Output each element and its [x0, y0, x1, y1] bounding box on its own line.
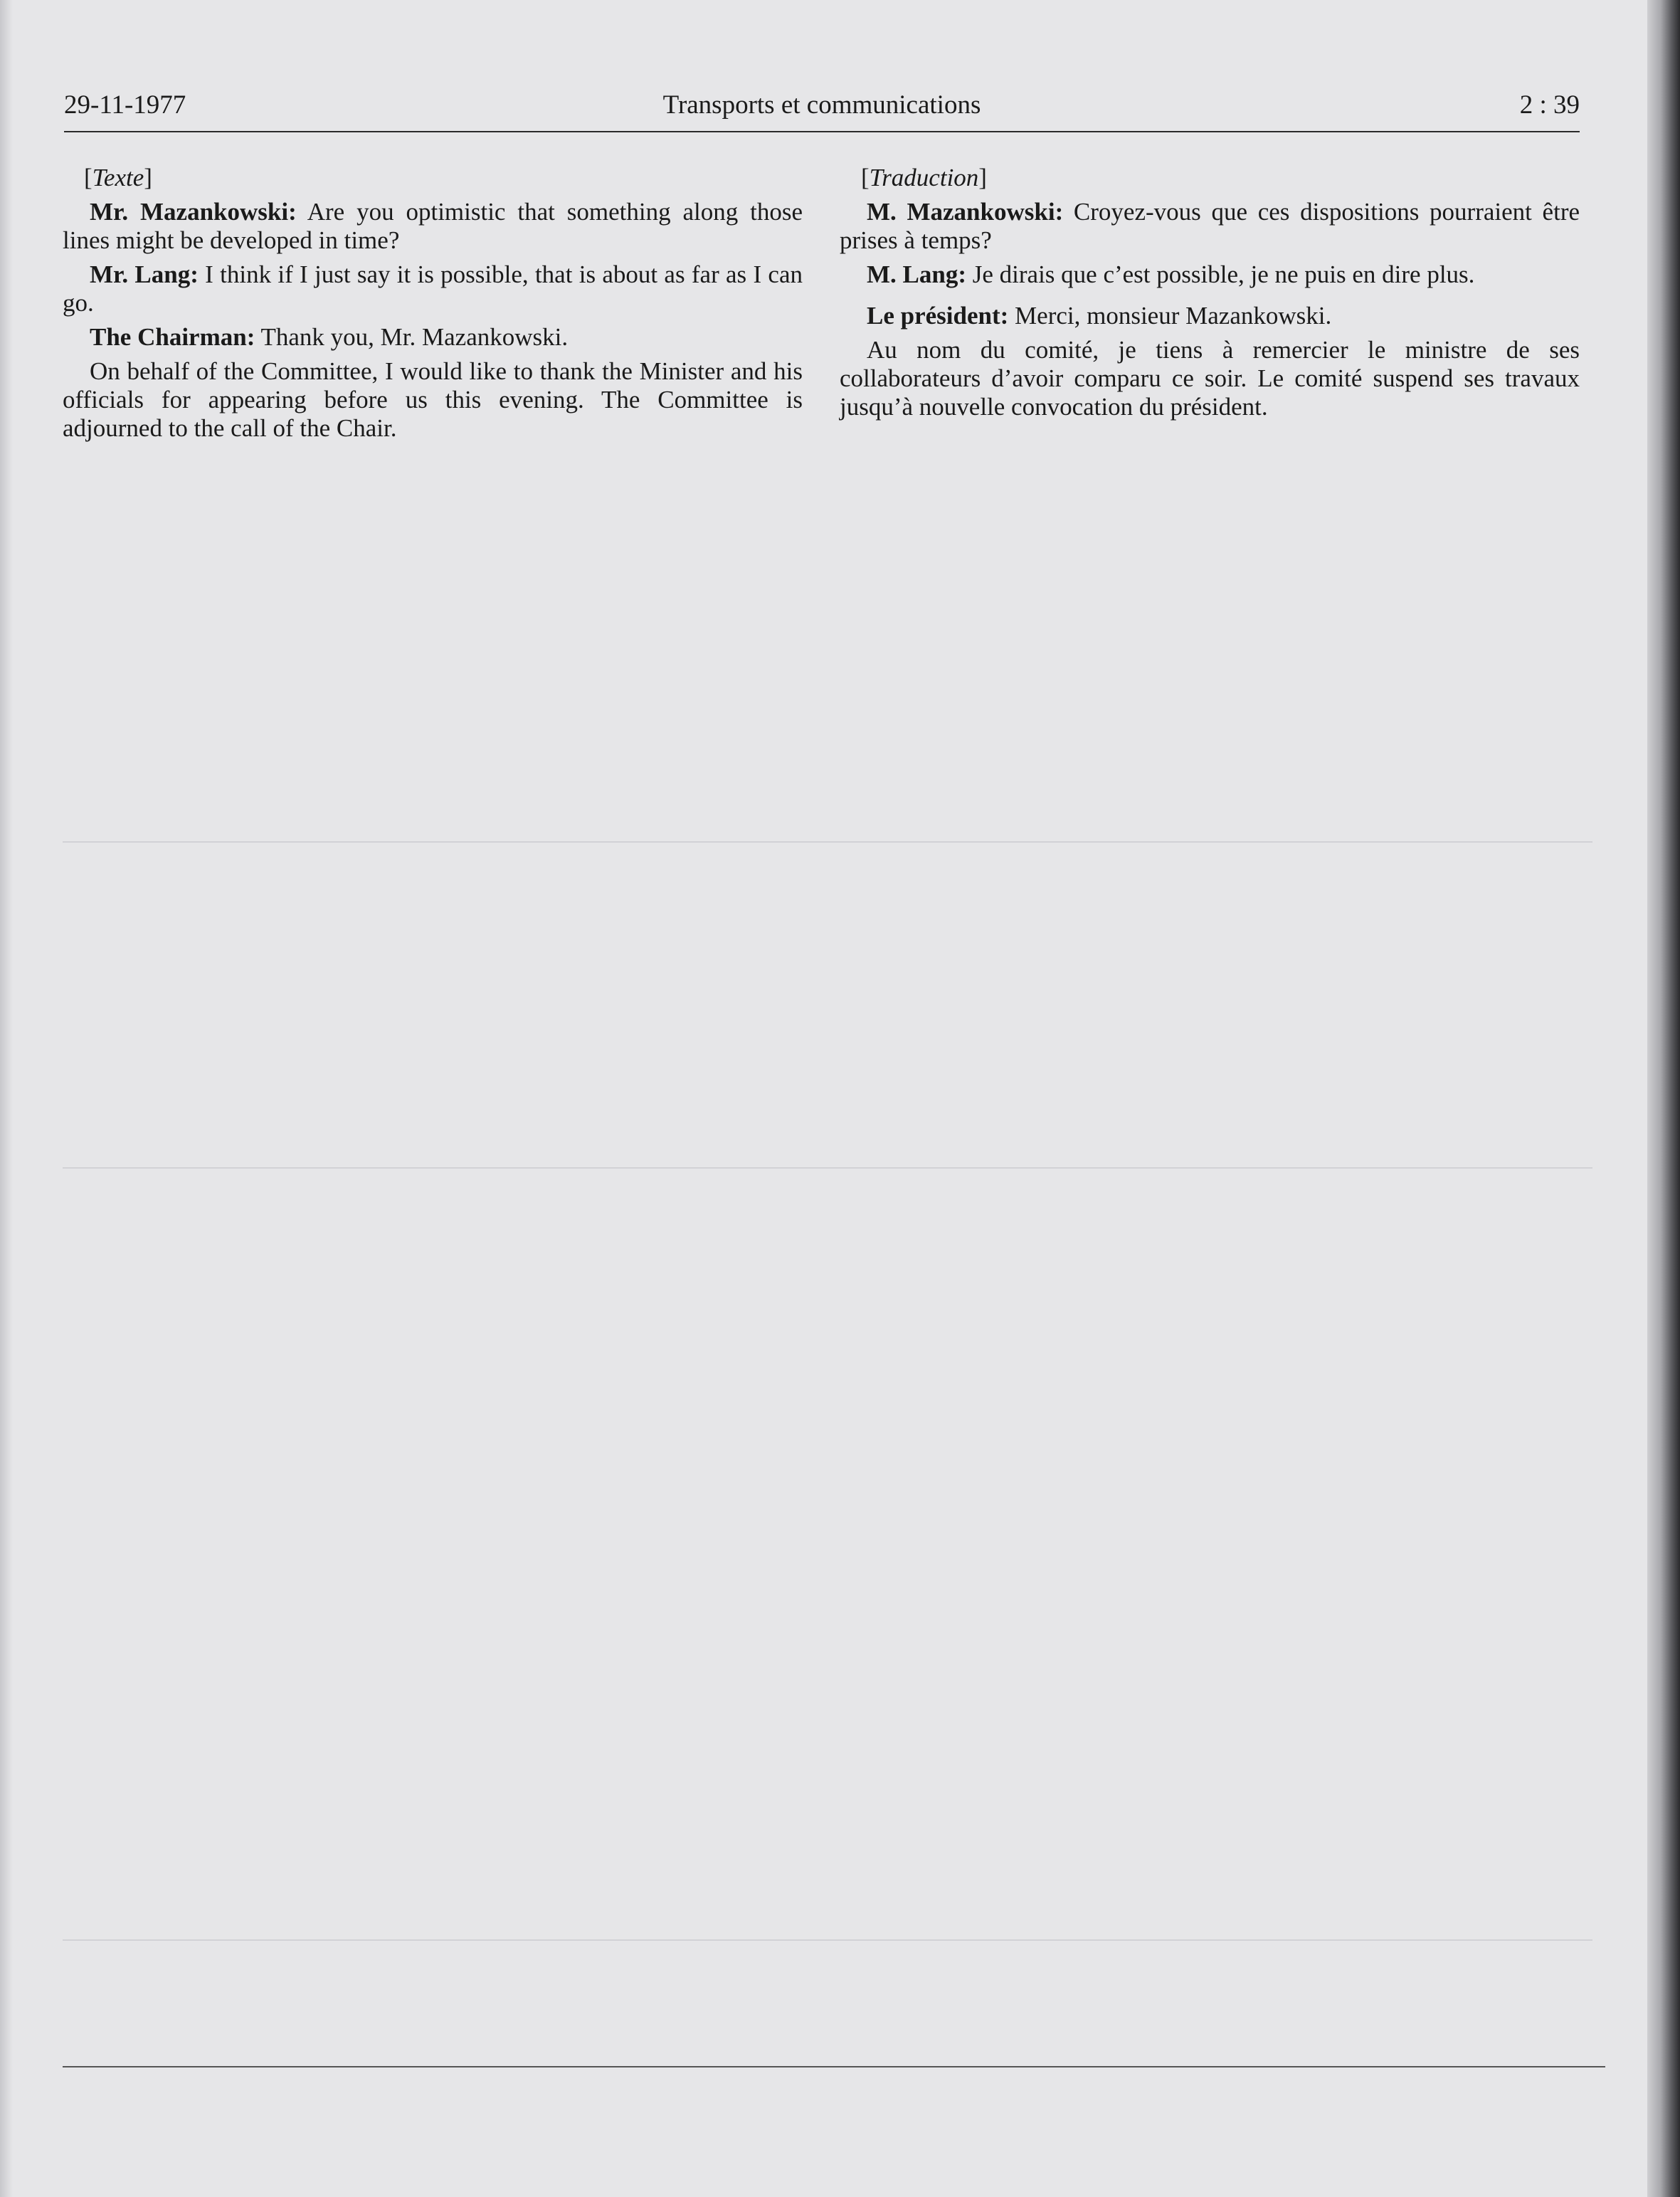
- speech-text: Je dirais que c’est possible, je ne puis en dire plus.: [966, 260, 1475, 288]
- transcript-paragraph: [840, 260, 1580, 289]
- speaker-name: M. Lang:: [867, 260, 966, 288]
- speaker-name: Le président:: [867, 302, 1009, 330]
- speaker-name: Mr. Mazankowski:: [90, 198, 297, 226]
- speech-text: Croyez-vous que ces dispositions pourraient être prises à temps?: [840, 198, 1580, 254]
- english-column: [63, 164, 803, 448]
- transcript-paragraph: [63, 323, 803, 352]
- section-tag-texte: [Texte]: [84, 164, 152, 191]
- speech-text: Are you optimistic that something along those lines might be developed in time?: [63, 198, 803, 254]
- transcript-paragraph: [63, 198, 803, 255]
- footer-rule: [63, 2066, 1605, 2067]
- transcript-paragraph: [840, 198, 1580, 255]
- speaker-name: M. Mazankowski:: [867, 198, 1064, 226]
- french-column: [840, 164, 1580, 427]
- speech-text: Thank you, Mr. Mazankowski.: [255, 323, 569, 351]
- transcript-paragraph: [840, 302, 1580, 330]
- transcript-paragraph: [63, 260, 803, 317]
- section-tag-traduction: [Traduction]: [861, 164, 987, 191]
- transcript-paragraph: [840, 336, 1580, 421]
- page-left-shadow: [0, 0, 13, 2197]
- speaker-name: The Chairman:: [90, 323, 255, 351]
- header-title: Transports et communications: [662, 90, 981, 120]
- transcript-paragraph: [63, 357, 803, 443]
- header-date: 29-11-1977: [64, 90, 186, 120]
- header-page-number: 2 : 39: [1519, 90, 1580, 120]
- speech-text: Au nom du comité, je tiens à remercier le ministre de ses collaborateurs d’avoir comparu ce soir. Le comité suspend ses travaux jusqu’à nouvelle convocation du président.: [840, 336, 1580, 421]
- running-header: [64, 90, 1580, 132]
- speech-text: I think if I just say it is possible, that is about as far as I can go.: [63, 260, 803, 317]
- speaker-name: Mr. Lang:: [90, 260, 199, 288]
- speech-text: Merci, monsieur Mazankowski.: [1008, 302, 1332, 330]
- book-spine-edge: [1647, 0, 1680, 2197]
- speech-text: On behalf of the Committee, I would like to thank the Minister and his officials for appearing before us this evening. The Committee is adjourned to the call of the Chair.: [63, 357, 803, 442]
